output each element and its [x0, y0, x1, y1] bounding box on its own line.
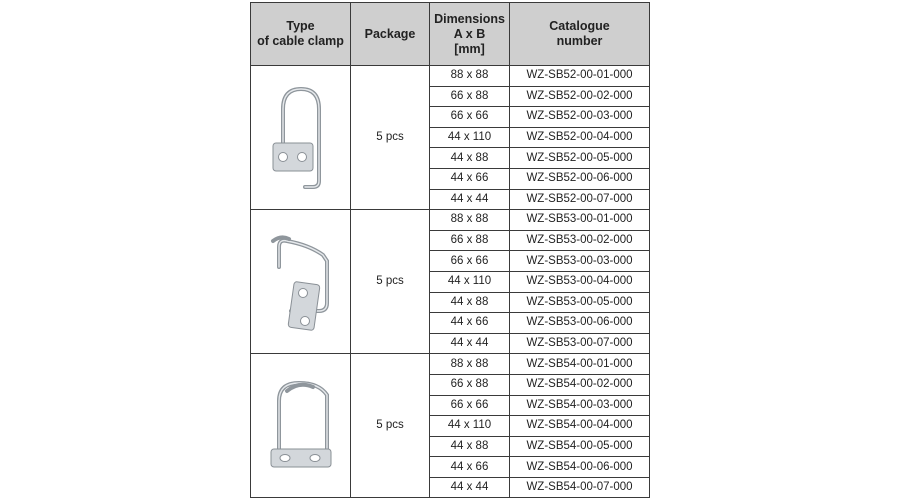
dimensions-cell: 88 x 88 — [430, 210, 510, 231]
catalogue-number-cell: WZ-SB52-00-02-000 — [510, 86, 650, 107]
header-type: Type of cable clamp — [251, 3, 351, 66]
dimensions-cell: 66 x 88 — [430, 86, 510, 107]
catalogue-number-cell: WZ-SB54-00-04-000 — [510, 416, 650, 437]
catalogue-number-cell: WZ-SB53-00-01-000 — [510, 210, 650, 231]
package-cell: 5 pcs — [351, 210, 430, 354]
dimensions-cell: 44 x 66 — [430, 457, 510, 478]
header-row — [251, 3, 650, 66]
dimensions-cell: 66 x 88 — [430, 230, 510, 251]
header-package: Package — [351, 3, 430, 66]
catalogue-number-cell: WZ-SB52-00-05-000 — [510, 148, 650, 169]
header-catalogue: Catalogue number — [510, 3, 650, 66]
cable-clamp-type-2-icon — [251, 227, 350, 337]
dimensions-cell: 44 x 44 — [430, 333, 510, 354]
catalogue-number-cell: WZ-SB53-00-07-000 — [510, 333, 650, 354]
dimensions-cell: 66 x 66 — [430, 107, 510, 128]
catalogue-number-cell: WZ-SB53-00-04-000 — [510, 271, 650, 292]
dimensions-cell: 66 x 88 — [430, 374, 510, 395]
dimensions-cell: 66 x 66 — [430, 395, 510, 416]
cable-clamp-type-1-icon — [251, 83, 350, 193]
catalogue-number-cell: WZ-SB54-00-06-000 — [510, 457, 650, 478]
catalogue-number-cell: WZ-SB52-00-07-000 — [510, 189, 650, 210]
dimensions-cell: 66 x 66 — [430, 251, 510, 272]
dimensions-cell: 44 x 110 — [430, 271, 510, 292]
dimensions-cell: 44 x 88 — [430, 436, 510, 457]
table-row — [251, 354, 650, 375]
catalogue-number-cell: WZ-SB54-00-01-000 — [510, 354, 650, 375]
clamp-image-cell — [251, 354, 351, 498]
catalogue-number-cell: WZ-SB53-00-06-000 — [510, 313, 650, 334]
clamp-image-cell — [251, 210, 351, 354]
dimensions-cell: 44 x 66 — [430, 168, 510, 189]
dimensions-cell: 44 x 44 — [430, 477, 510, 498]
catalogue-number-cell: WZ-SB52-00-04-000 — [510, 127, 650, 148]
package-cell: 5 pcs — [351, 66, 430, 210]
dimensions-cell: 44 x 88 — [430, 148, 510, 169]
clamp-image-cell — [251, 66, 351, 210]
dimensions-cell: 44 x 88 — [430, 292, 510, 313]
catalogue-number-cell: WZ-SB53-00-03-000 — [510, 251, 650, 272]
catalogue-number-cell: WZ-SB54-00-02-000 — [510, 374, 650, 395]
catalogue-number-cell: WZ-SB54-00-07-000 — [510, 477, 650, 498]
catalogue-number-cell: WZ-SB52-00-03-000 — [510, 107, 650, 128]
package-cell: 5 pcs — [351, 354, 430, 498]
catalogue-number-cell: WZ-SB53-00-05-000 — [510, 292, 650, 313]
catalogue-number-cell: WZ-SB53-00-02-000 — [510, 230, 650, 251]
dimensions-cell: 44 x 110 — [430, 416, 510, 437]
catalogue-number-cell: WZ-SB54-00-03-000 — [510, 395, 650, 416]
cable-clamp-type-3-icon — [251, 371, 350, 481]
dimensions-cell: 44 x 44 — [430, 189, 510, 210]
dimensions-cell: 88 x 88 — [430, 66, 510, 87]
catalogue-number-cell: WZ-SB52-00-06-000 — [510, 168, 650, 189]
header-dimensions: Dimensions A x B [mm] — [430, 3, 510, 66]
dimensions-cell: 88 x 88 — [430, 354, 510, 375]
dimensions-cell: 44 x 66 — [430, 313, 510, 334]
catalogue-number-cell: WZ-SB52-00-01-000 — [510, 66, 650, 87]
table-row — [251, 210, 650, 231]
table-row — [251, 66, 650, 87]
cable-clamp-table — [250, 2, 650, 498]
catalogue-number-cell: WZ-SB54-00-05-000 — [510, 436, 650, 457]
dimensions-cell: 44 x 110 — [430, 127, 510, 148]
